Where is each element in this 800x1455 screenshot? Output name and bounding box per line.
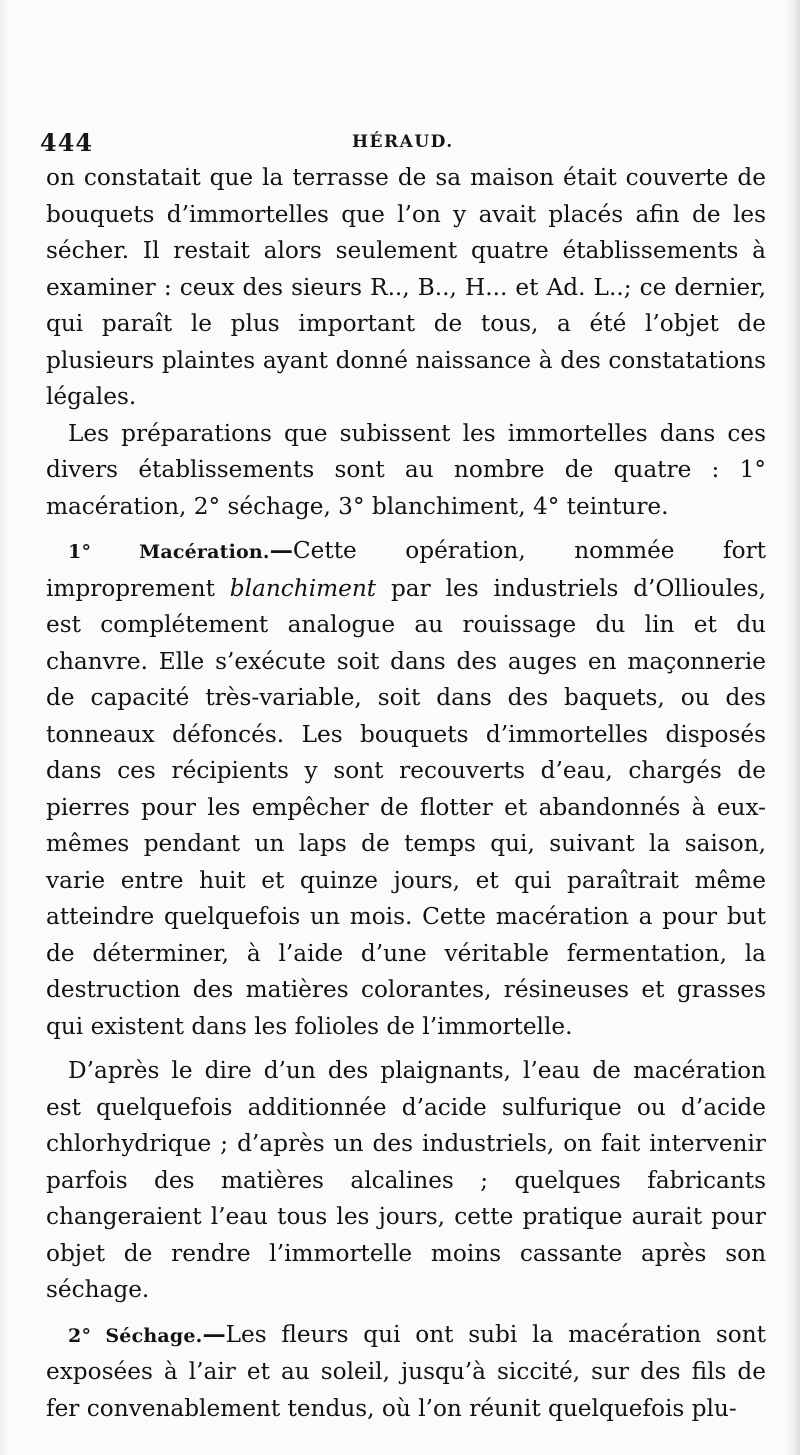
paragraph-text: on constatait que la terrasse de sa maison était couverte de bouquets d’immortelles que l’on y avait placés afin de les sécher. Il restait alors seulement quatre établissements à examiner : ceux des sieurs R.., B.., H... et Ad. L..; ce dernier, qui paraît le plus important de tous, a été l’objet de plusieurs plaintes ayant donné naissance à des constatations légales. (46, 164, 766, 410)
body-text (46, 160, 766, 1427)
paragraph-maceration (46, 533, 766, 1045)
page-right-shadow (786, 0, 800, 1455)
section-heading-maceration: 1° Macération. (68, 541, 270, 563)
page-left-shadow (0, 0, 10, 1455)
paragraph-continued (46, 160, 766, 416)
paragraph-sechage (46, 1317, 766, 1428)
section-heading-sechage: 2° Séchage. (68, 1324, 203, 1347)
paragraph-text: Cette opération, nommée fort improprement (46, 537, 766, 602)
running-head (40, 128, 760, 158)
paragraph-preparations (46, 416, 766, 526)
heading-dash: — (202, 1320, 226, 1348)
paragraph-text: D’après le dire d’un des plaignants, l’eau de macération est quelquefois additionnée d’acide sulfurique ou d’acide chlorhydrique ; d’après un des industriels, on fait intervenir parfois des matières alcalines ; quelques fabricants changeraient l’eau tous les jours, cette pratique aurait pour objet de rendre l’immortelle moins cassante après son séchage. (46, 1057, 766, 1303)
heading-dash: — (269, 537, 293, 564)
running-title: HÉRAUD. (352, 132, 454, 152)
italic-term: blanchiment (229, 574, 377, 602)
paragraph-text: Les fleurs qui ont subi la macération sont exposées à l’air et au soleil, jusqu’à siccité, sur des fils de fer convenablement tendus, où l’on réunit quelquefois plu- (46, 1320, 766, 1422)
paragraph-text: Les préparations que subissent les immortelles dans ces divers établissements sont au nombre de quatre : 1° macération, 2° séchage, 3° blanchiment, 4° teinture. (46, 419, 766, 520)
paragraph-plaignants (46, 1053, 766, 1309)
page-number: 444 (40, 128, 94, 157)
paragraph-text: par les industriels d’Ollioules, est complétement analogue au rouissage du lin et du chanvre. Elle s’exécute soit dans des auges en maçonnerie de capacité très-variable, soit dans des baquets, ou des tonneaux défoncés. Les bouquets d’immortelles disposés dans ces récipients y sont recouverts d’eau, chargés de pierres pour les empêcher de flotter et abandonnés à eux-mêmes pendant un laps de temps qui, suivant la saison, varie entre huit et quinze jours, et qui paraîtrait même atteindre quelquefois un mois. Cette macération a pour but de déterminer, à l’aide d’une véritable fermentation, la destruction des matières colorantes, résineuses et grasses qui existent dans les folioles de l’immortelle. (46, 574, 766, 1040)
